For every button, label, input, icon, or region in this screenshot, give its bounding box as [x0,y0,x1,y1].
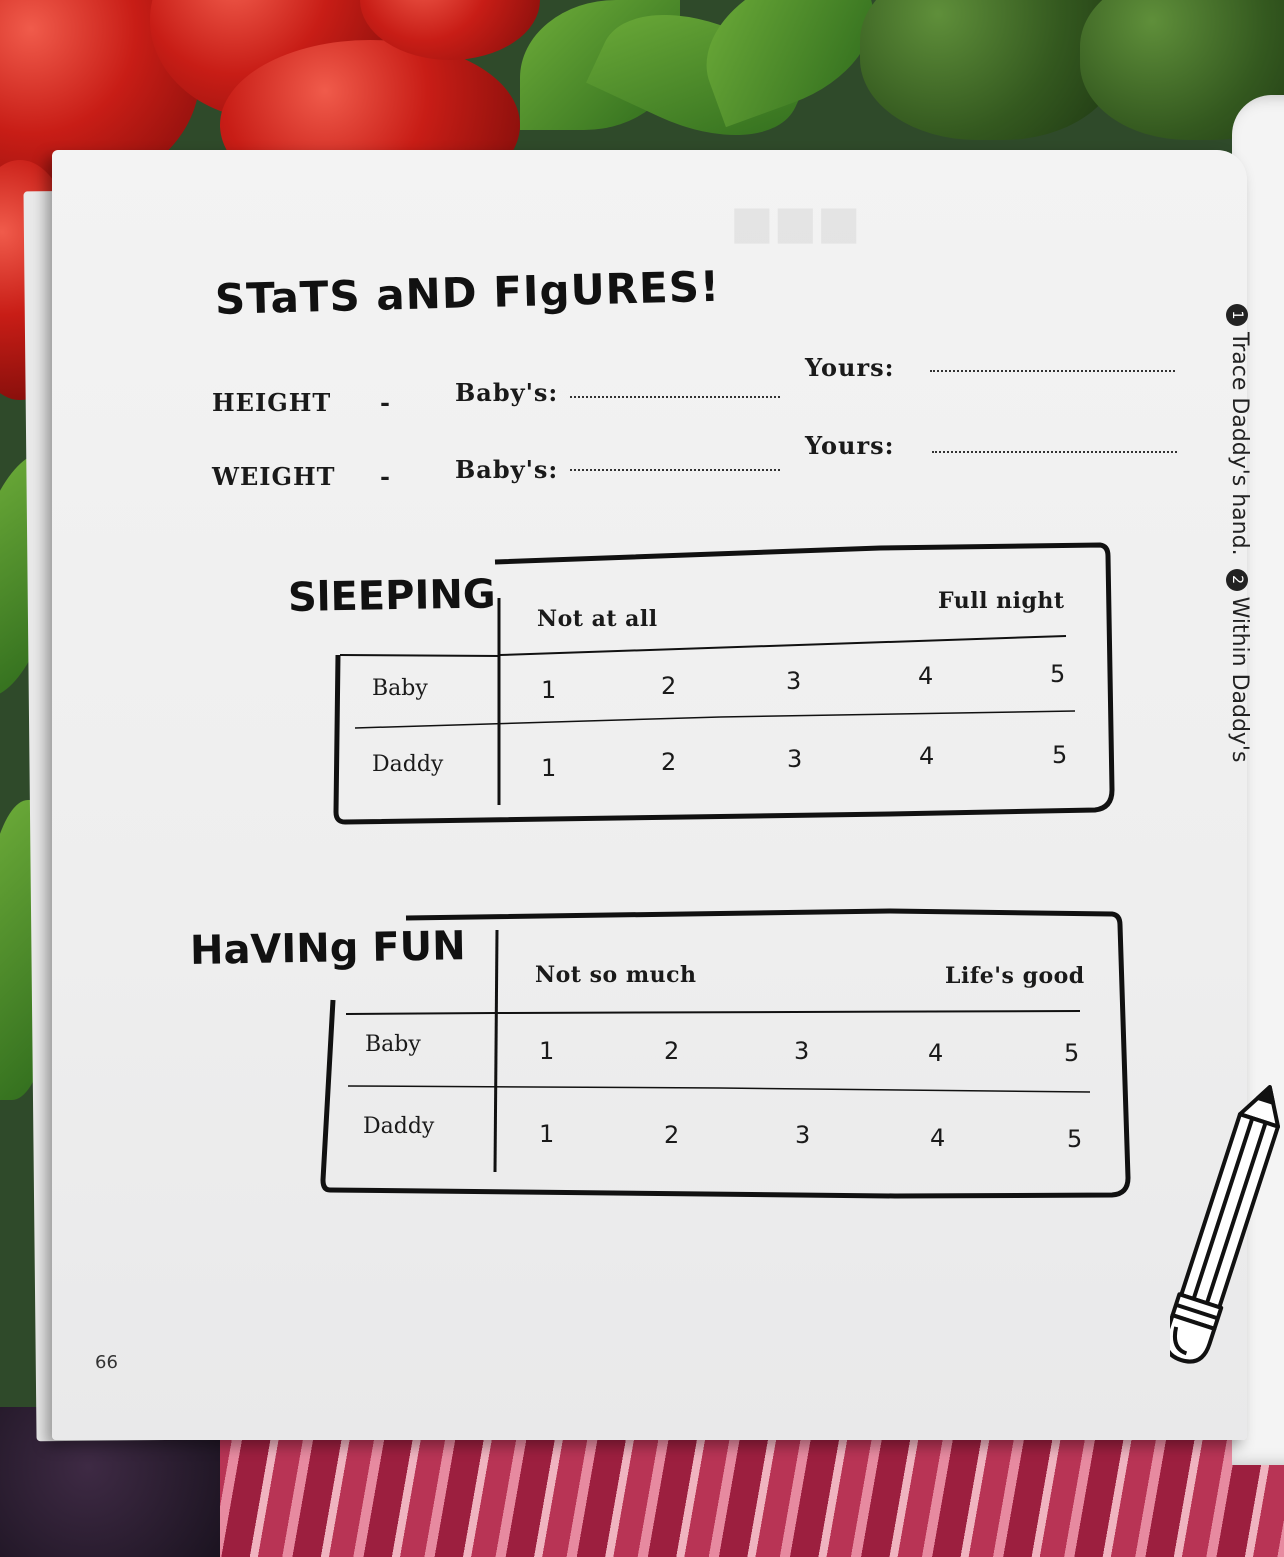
step-1-bullet: 1 [1226,304,1248,326]
having-fun-baby-5[interactable]: 5 [1064,1039,1080,1067]
page-number: 66 [95,1352,118,1373]
having-fun-daddy-2[interactable]: 2 [664,1121,680,1149]
facing-page-instructions [1226,298,1252,762]
page-title: STaTS aND FIgURES! [214,261,721,324]
having-fun-daddy-4[interactable]: 4 [930,1124,946,1152]
having-fun-row-baby-label: Baby [365,1032,421,1057]
height-babys-label: Baby's: [455,378,559,407]
having-fun-baby-3[interactable]: 3 [794,1037,810,1065]
step-2-text: Within Daddy's [1227,596,1252,763]
height-dash: - [380,388,391,417]
having-fun-baby-4[interactable]: 4 [928,1039,944,1067]
having-fun-baby-1[interactable]: 1 [539,1037,555,1065]
having-fun-daddy-5[interactable]: 5 [1067,1125,1083,1153]
sleeping-daddy-2[interactable]: 2 [661,748,677,776]
having-fun-left-scale: Not so much [535,962,697,988]
sleeping-daddy-3[interactable]: 3 [787,745,803,773]
pencil-icon [1170,1075,1280,1379]
having-fun-label: HaVINg FUN [189,923,466,974]
sleeping-baby-1[interactable]: 1 [541,676,557,704]
sleeping-daddy-4[interactable]: 4 [919,742,935,770]
sleeping-baby-2[interactable]: 2 [661,672,677,700]
sleeping-baby-5[interactable]: 5 [1050,660,1066,688]
sleeping-baby-3[interactable]: 3 [786,667,802,695]
having-fun-baby-2[interactable]: 2 [664,1037,680,1065]
sleeping-left-scale: Not at all [537,606,658,632]
height-label: HEIGHT [212,388,332,417]
having-fun-daddy-1[interactable]: 1 [539,1120,555,1148]
sleeping-baby-4[interactable]: 4 [918,662,934,690]
sleeping-row-daddy-label: Daddy [372,752,444,777]
sleeping-daddy-5[interactable]: 5 [1052,741,1068,769]
sleeping-label: SlEEPING [287,571,497,621]
bleed-through-text: ■■■ [730,195,861,249]
weight-yours-label: Yours: [805,431,895,460]
having-fun-row-daddy-label: Daddy [363,1114,435,1139]
weight-babys-label: Baby's: [455,455,559,484]
step-1-text: Trace Daddy's hand. [1227,332,1252,556]
having-fun-right-scale: Life's good [945,963,1085,989]
sleeping-right-scale: Full night [938,588,1065,614]
sleeping-row-baby-label: Baby [372,676,428,701]
weight-label: WEIGHT [212,462,336,491]
having-fun-daddy-3[interactable]: 3 [795,1121,811,1149]
step-2-bullet: 2 [1226,569,1248,591]
sleeping-daddy-1[interactable]: 1 [541,754,557,782]
height-yours-label: Yours: [805,353,895,382]
weight-dash: - [380,462,391,491]
